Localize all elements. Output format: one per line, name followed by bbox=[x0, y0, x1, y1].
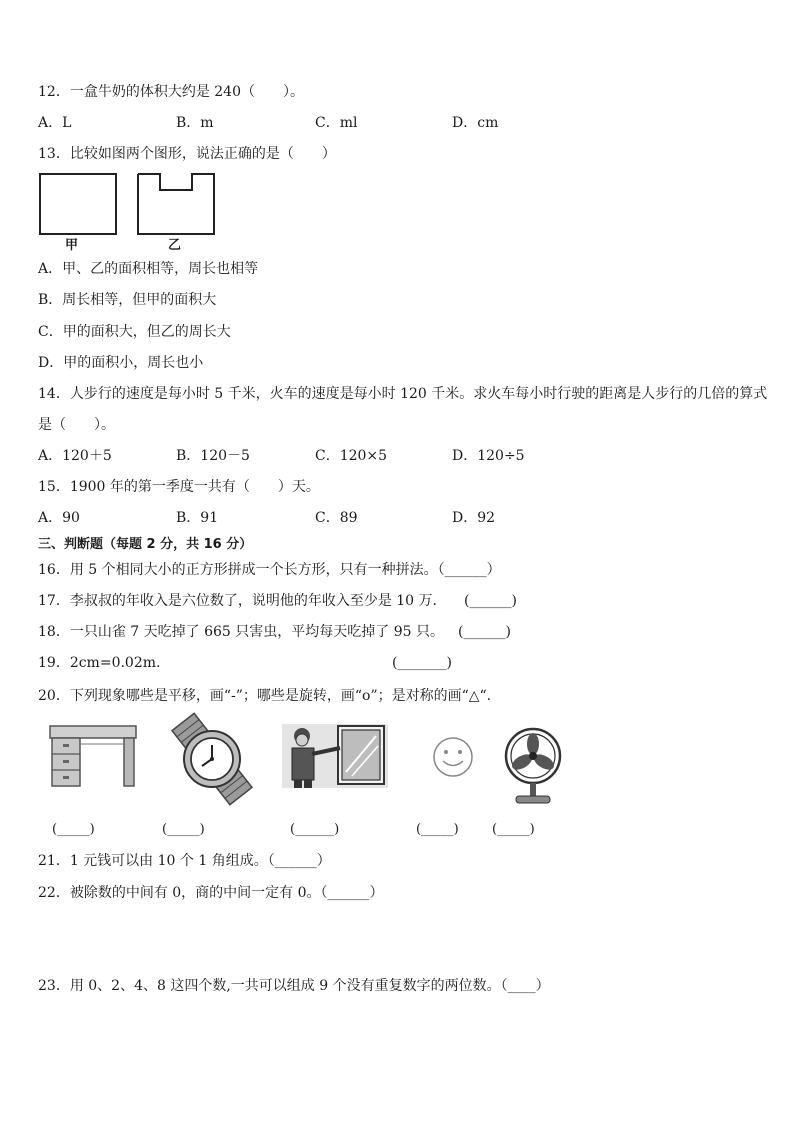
q20-window-blank[interactable]: (______) bbox=[290, 822, 340, 837]
shape-yi-figure bbox=[136, 172, 218, 236]
q14-option-d[interactable]: D．120÷5 bbox=[452, 448, 525, 464]
q14-option-b[interactable]: B．120－5 bbox=[176, 448, 250, 464]
q15-option-a[interactable]: A．90 bbox=[38, 510, 80, 526]
q20-watch-blank[interactable]: (_____) bbox=[162, 822, 205, 837]
q15-option-c[interactable]: C．89 bbox=[315, 510, 358, 526]
q14-stem-line2: 是（ ）。 bbox=[38, 417, 115, 433]
q18-answer-blank[interactable]: (______) bbox=[458, 624, 511, 640]
q14-option-c[interactable]: C．120×5 bbox=[315, 448, 388, 464]
q12-option-d[interactable]: D．cm bbox=[452, 115, 499, 131]
desk-image bbox=[48, 722, 140, 792]
shape-yi-label: 乙 bbox=[168, 238, 182, 253]
fan-image bbox=[502, 726, 564, 806]
q21-stem: 21．1 元钱可以由 10 个 1 角组成。（______） bbox=[38, 853, 331, 869]
q20-smiley-blank[interactable]: (_____) bbox=[416, 822, 459, 837]
shape-jia-figure bbox=[38, 172, 120, 236]
q20-stem: 20．下列现象哪些是平移，画“-”；哪些是旋转，画“o”；是对称的画“△“. bbox=[38, 688, 492, 704]
q12-option-c[interactable]: C．ml bbox=[315, 115, 358, 131]
q12-option-b[interactable]: B．m bbox=[176, 115, 214, 131]
section3-heading: 三、判断题（每题 2 分，共 16 分） bbox=[38, 537, 253, 552]
q17-stem: 17．李叔叔的年收入是六位数了，说明他的年收入至少是 10 万． bbox=[38, 593, 447, 609]
q12-stem: 12．一盒牛奶的体积大约是 240（ ）。 bbox=[38, 84, 304, 100]
q22-stem: 22．被除数的中间有 0，商的中间一定有 0。（______） bbox=[38, 885, 384, 901]
q14-stem-line1: 14．人步行的速度是每小时 5 千米，火车的速度是每小时 120 千米。求火车每小时行驶的距离是人步行的几倍的算式 bbox=[38, 386, 768, 402]
watch-image bbox=[162, 718, 262, 800]
q23-stem: 23．用 0、2、4、8 这四个数,一共可以组成 9 个没有重复数字的两位数。（____） bbox=[38, 978, 550, 994]
q19-answer-blank[interactable]: (_______) bbox=[392, 655, 452, 671]
q13-option-c[interactable]: C．甲的面积大，但乙的周长大 bbox=[38, 324, 231, 340]
q20-fan-blank[interactable]: (_____) bbox=[492, 822, 535, 837]
shape-jia-label: 甲 bbox=[65, 238, 79, 253]
q15-option-b[interactable]: B．91 bbox=[176, 510, 219, 526]
q17-answer-blank[interactable]: (______) bbox=[464, 593, 517, 609]
q13-option-d[interactable]: D．甲的面积小，周长也小 bbox=[38, 355, 204, 371]
q12-option-a[interactable]: A．L bbox=[38, 115, 72, 131]
q19-stem: 19．2cm=0.02m. bbox=[38, 655, 161, 671]
q13-option-b[interactable]: B．周长相等，但甲的面积大 bbox=[38, 292, 217, 308]
q15-stem: 15．1900 年的第一季度一共有（ ）天。 bbox=[38, 479, 320, 495]
q13-stem: 13．比较如图两个图形，说法正确的是（ ） bbox=[38, 146, 336, 162]
window-image bbox=[282, 724, 388, 788]
q20-desk-blank[interactable]: (_____) bbox=[52, 822, 95, 837]
q14-option-a[interactable]: A．120＋5 bbox=[38, 448, 112, 464]
q15-option-d[interactable]: D．92 bbox=[452, 510, 496, 526]
q16-stem: 16．用 5 个相同大小的正方形拼成一个长方形，只有一种拼法。（______） bbox=[38, 562, 501, 578]
smiley-face-image bbox=[432, 736, 474, 778]
q18-stem: 18．一只山雀 7 天吃掉了 665 只害虫，平均每天吃掉了 95 只。 bbox=[38, 624, 444, 640]
q13-option-a[interactable]: A．甲、乙的面积相等，周长也相等 bbox=[38, 261, 259, 277]
